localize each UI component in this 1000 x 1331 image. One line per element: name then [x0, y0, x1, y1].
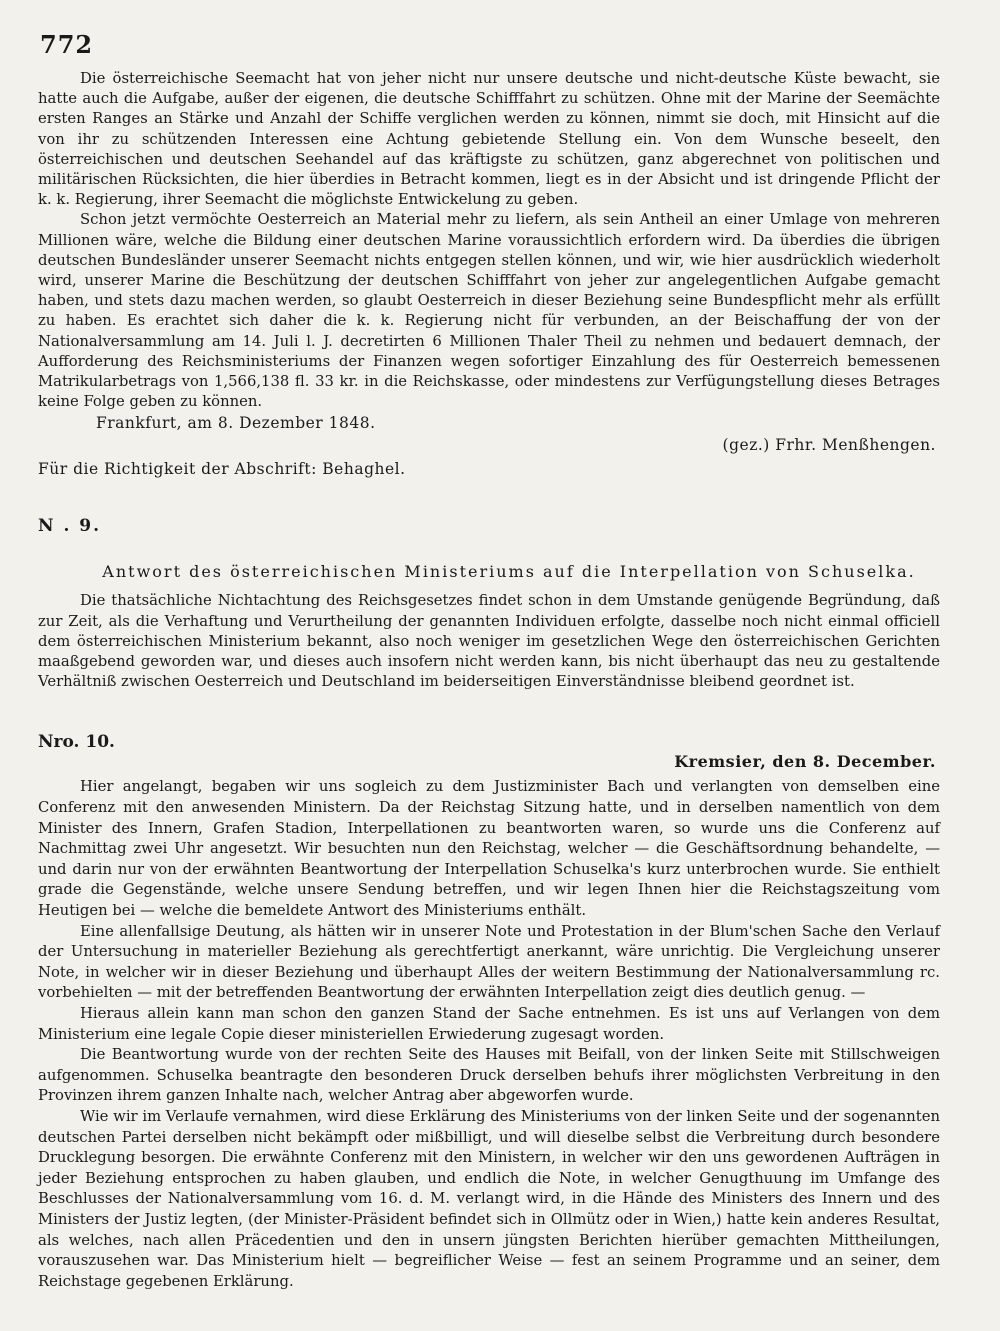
document-title: Antwort des österreichischen Ministeriums auf die Interpellation von Schuselka.: [102, 562, 916, 582]
paragraph-state: Hieraus allein kann man schon den ganzen Stand der Sache entnehmen. Es ist uns auf Verlangen von dem Ministerium eine legale Copie dieser ministeriellen Erwiederung zugesagt worden.: [38, 1005, 940, 1043]
document-number-9: N . 9.: [38, 516, 102, 537]
place-date-kremsier: Kremsier, den 8. December.: [674, 752, 936, 772]
paragraph-reception: Die Beantwortung wurde von der rechten Seite des Hauses mit Beifall, von der linken Seite mit Stillschweigen aufgenommen. Schuselka beantragte den besonderen Druck derselben behufs ihrer möglichsten Verbreitung in den Provinzen ihrem ganzen Inhalte nach, welcher Antrag aber abgeworfen wurde.: [38, 1046, 940, 1105]
paragraph-interpretation: Eine allenfallsige Deutung, als hätten wir in unserer Note und Protestation in der Blum'schen Sache den Verlauf der Untersuchung in materieller Beziehung als gerechtfertigt anerkannt, wäre unrichtig. Die Vergleichung unserer Note, in welcher wir in dieser Beziehung und überhaupt Alles der weitern Bestimmung der Nationalversammlung rc. vorbehielten — mit der betreffenden Beantwortung der erwähnten Interpellation zeigt dies deutlich genug. —: [38, 922, 940, 1002]
place-date-frankfurt: Frankfurt, am 8. Dezember 1848.: [96, 414, 376, 433]
paragraph-contribution: Schon jetzt vermöchte Oesterreich an Material mehr zu liefern, als sein Antheil an einer Umlage von mehreren Millionen wäre, welche die Bildung einer deutschen Marine voraussichtlich erfordern wird. Da überdies die übrigen deutschen Bundesländer unserer Seemacht nichts entgegen stellen können, und wir, wie hier ausdrücklich wiederholt wird, unserer Marine die Beschützung der deutschen Schifffahrt von jeher zur angelegentlichen Aufgabe gemacht haben, und stets dazu machen werden, so glaubt Oesterreich in dieser Beziehung seine Bundespflicht mehr als erfüllt zu haben. Es erachtet sich daher die k. k. Regierung nicht für verbunden, an der Beischaffung der von der Nationalversammlung am 14. Juli l. J. decretirten 6 Millionen Thaler Theil zu nehmen und bedauert demnach, der Aufforderung des Reichsministeriums der Finanzen wegen sofortiger Einzahlung des für Oesterreich bemessenen Matrikularbetrags von 1,566,138 fl. 33 kr. in die Reichskasse, oder mindestens zur Verfügungstellung dieses Betrages keine Folge geben zu können.: [38, 211, 940, 411]
paragraph-conference: Wie wir im Verlaufe vernahmen, wird diese Erklärung des Ministeriums von der linken Seite und der sogenannten deutschen Partei derselben nicht bekämpft oder mißbilligt, und will dieselbe selbst die Verbreitung durch besondere Drucklegung besorgen. Die erwähnte Conferenz mit den Ministern, in welcher wir den uns gewordenen Aufträgen in jeder Beziehung entsprochen zu haben glauben, und endlich die Note, in welcher Genugthuung im Umfange des Beschlusses der Nationalversammlung vom 16. d. M. verlangt wird, in die Hände des Ministers des Innern und des Ministers der Justiz legten, (der Minister-Präsident befindet sich in Ollmütz oder in Wien,) hatte kein anderes Resultat, als welches, nach allen Präcedentien und den in unsern jüngsten Berichten hierüber gemachten Mittheilungen, vorauszusehen war. Das Ministerium hielt — begreiflicher Weise — fest an seinem Programme und an seiner, dem Reichstage gegebenen Erklärung.: [38, 1107, 940, 1290]
certification-line: Für die Richtigkeit der Abschrift: Behaghel.: [38, 460, 406, 479]
paragraph-answer: Die thatsächliche Nichtachtung des Reichsgesetzes findet schon in dem Umstande genügende Begründung, daß zur Zeit, als die Verhaftung und Verurtheilung der genannten Individuen erfolgte, dasselbe noch nicht einmal officiell dem österreichischen Ministerium bekannt, also noch weniger im gesetzlichen Wege den österreichischen Gerichten maaßgebend geworden war, und dieses auch insofern nicht werden kann, bis nicht überhaupt das neu zu gestaltende Verhältniß zwischen Oesterreich und Deutschland im beiderseitigen Einverständnisse bleibend geordnet ist.: [38, 592, 940, 691]
page-number: 772: [40, 30, 94, 59]
paragraph-navy: Die österreichische Seemacht hat von jeher nicht nur unsere deutsche und nicht-deutsche Küste bewacht, sie hatte auch die Aufgabe, außer der eigenen, die deutsche Schifffahrt zu schützen. Ohne mit der Marine der Seemächte ersten Ranges an Stärke und Anzahl der Schiffe verglichen werden zu können, nimmt sie doch, mit Hinsicht auf die von ihr zu schützenden Interessen eine Achtung gebietende Stellung ein. Von dem Wunsche beseelt, den österreichischen und deutschen Seehandel auf das kräftigste zu schützen, ganz abgerechnet von politischen und militärischen Rücksichten, die hier überdies in Betracht kommen, liegt es in der Absicht und ist dringende Pflicht der k. k. Regierung, ihrer Seemacht die möglichste Entwickelung zu geben.: [38, 70, 940, 209]
document-number-10: Nro. 10.: [38, 732, 115, 753]
signature: (gez.) Frhr. Menßhengen.: [722, 436, 936, 455]
paragraph-arrival: Hier angelangt, begaben wir uns sogleich zu dem Justizminister Bach und verlangten von demselben eine Conferenz mit den anwesenden Ministern. Da der Reichstag Sitzung hatte, und in derselben namentlich von dem Minister des Innern, Grafen Stadion, Interpellationen zu beantworten waren, so wurde uns die Conferenz auf Nachmittag zwei Uhr angesetzt. Wir besuchten nun den Reichstag, welcher — die Geschäftsordnung behandelte, — und darin nur von der erwähnten Beantwortung der Interpellation Schuselka's kurz unterbrochen wurde. Sie enthielt grade die Gegenstände, welche unsere Sendung betreffen, und wir legen Ihnen hier die Reichstagszeitung vom Heutigen bei — welche die bemeldete Antwort des Ministeriums enthält.: [38, 778, 940, 920]
